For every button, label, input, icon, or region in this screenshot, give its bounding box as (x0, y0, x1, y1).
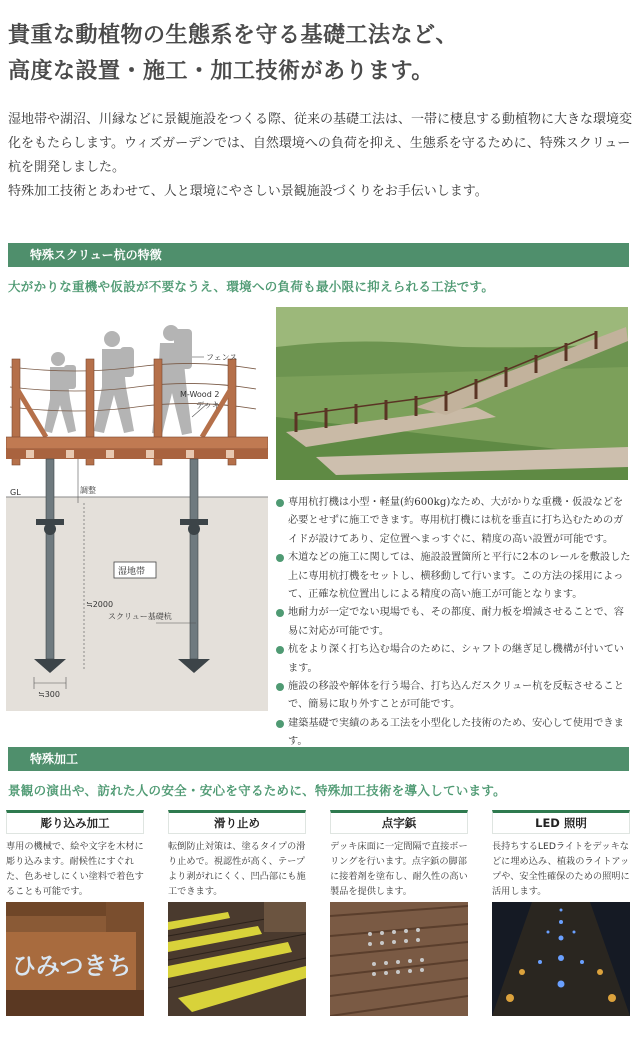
intro-text (8, 108, 636, 204)
card-braille-studs-title: 点字鋲 (330, 810, 468, 834)
processing-cards (6, 810, 630, 1020)
engraved-sign-photo (6, 902, 144, 1016)
section-title-screw-pile: 特殊スクリュー杭の特徴 (30, 248, 162, 262)
headline-line-1: 貴重な動植物の生態系を守る基礎工法など、 (8, 23, 459, 48)
card-anti-slip-title: 滑り止め (168, 810, 306, 834)
led-deck-photo (492, 902, 630, 1016)
feature-item: 地耐力が一定でない現場でも、その都度、耐力板を増減させることで、容易に対応が可能です。 (276, 604, 632, 641)
section-title-special-processing: 特殊加工 (30, 752, 79, 766)
engraved-sign-text: ひみつきち (12, 951, 132, 980)
section-band-screw-pile (8, 243, 629, 267)
label-deck: デッキ (196, 401, 220, 410)
label-gl: GL (10, 488, 21, 497)
label-mwood: M-Wood 2 (180, 390, 220, 399)
features-list (276, 494, 632, 752)
card-led-lighting-text: 長持ちするLEDライトをデッキなどに埋め込み、植栽のライトアップや、安全性確保のための照明に活用します。 (492, 841, 630, 897)
label-width: ≒300 (38, 690, 60, 699)
feature-item: 専用杭打機は小型・軽量(約600kg)なため、大がかりな重機・仮設などを必要とせずに施工できます。専用杭打機には杭を垂直に打ち込むためのガイドが設けてあり、定位置へまっすぐに、精度の高い設置が可能です。 (276, 494, 632, 549)
label-depth: ≒2000 (86, 600, 114, 609)
feature-item: 建築基礎で実績のある工法を小型化した技術のため、安心して使用できます。 (276, 715, 632, 752)
anti-slip-photo (168, 902, 306, 1016)
section-subtitle-special-processing: 景観の演出や、訪れた人の安全・安心を守るために、特殊加工技術を導入しています。 (8, 783, 506, 798)
headline-line-2: 高度な設置・施工・加工技術があります。 (8, 59, 434, 84)
label-pile: スクリュー基礎杭 (108, 612, 172, 621)
feature-item: 木道などの施工に関しては、施設設置箇所と平行に2本のレールを敷設した上に専用杭打機をセットし、横移動して行います。この方法の採用によって、正確な杭位置出しによる精度の高い施工が可能となります。 (276, 549, 632, 604)
card-anti-slip (168, 810, 306, 903)
card-braille-studs-text: デッキ床面に一定間隔で直接ボーリングを行います。点字鋲の脚部に接着剤を塗布し、耐久性の高い製品を提供します。 (330, 841, 468, 897)
label-wetland: 湿地帯 (118, 567, 146, 577)
card-led-lighting-title: LED 照明 (492, 810, 630, 834)
intro-paragraph-1: 湿地帯や湖沼、川縁などに景観施設をつくる際、従来の基礎工法は、一帯に棲息する動植物に大きな環境変化をもたらします。ウィズガーデンでは、自然環境への負荷を抑え、生態系を守るために、特殊スクリュー杭を開発しました。 (8, 112, 633, 175)
label-adjust: 調整 (80, 486, 96, 495)
boardwalk-photo (276, 307, 628, 480)
card-braille-studs (330, 810, 468, 903)
intro-paragraph-2: 特殊加工技術とあわせて、人と環境にやさしい景観施設づくりをお手伝いします。 (8, 184, 488, 199)
card-anti-slip-text: 転倒防止対策は、塗るタイプの滑り止めで。視認性が高く、テープより剥がれにくく、凹凸部にも施工できます。 (168, 841, 306, 897)
screw-pile-diagram-svg (6, 307, 268, 711)
section-subtitle-screw-pile: 大がかりな重機や仮設が不要なうえ、環境への負荷も最小限に抑えられる工法です。 (8, 279, 495, 294)
feature-item: 杭をより深く打ち込む場合のために、シャフトの継ぎ足し機構が付いています。 (276, 641, 632, 678)
feature-item: 施設の移設や解体を行う場合、打ち込んだスクリュー杭を反転させることで、簡易に取り外すことが可能です。 (276, 678, 632, 715)
page-headline (8, 18, 638, 90)
card-engraving (6, 810, 144, 903)
section-band-special-processing (8, 747, 629, 771)
card-engraving-text: 専用の機械で、絵や文字を木材に彫り込みます。耐候性にすぐれた、色あせしにくい塗料で着色することも可能です。 (6, 841, 144, 897)
screw-pile-diagram (6, 307, 268, 711)
card-engraving-title: 彫り込み加工 (6, 810, 144, 834)
label-fence: フェンス (206, 353, 238, 362)
braille-studs-photo (330, 902, 468, 1016)
card-led-lighting (492, 810, 630, 903)
